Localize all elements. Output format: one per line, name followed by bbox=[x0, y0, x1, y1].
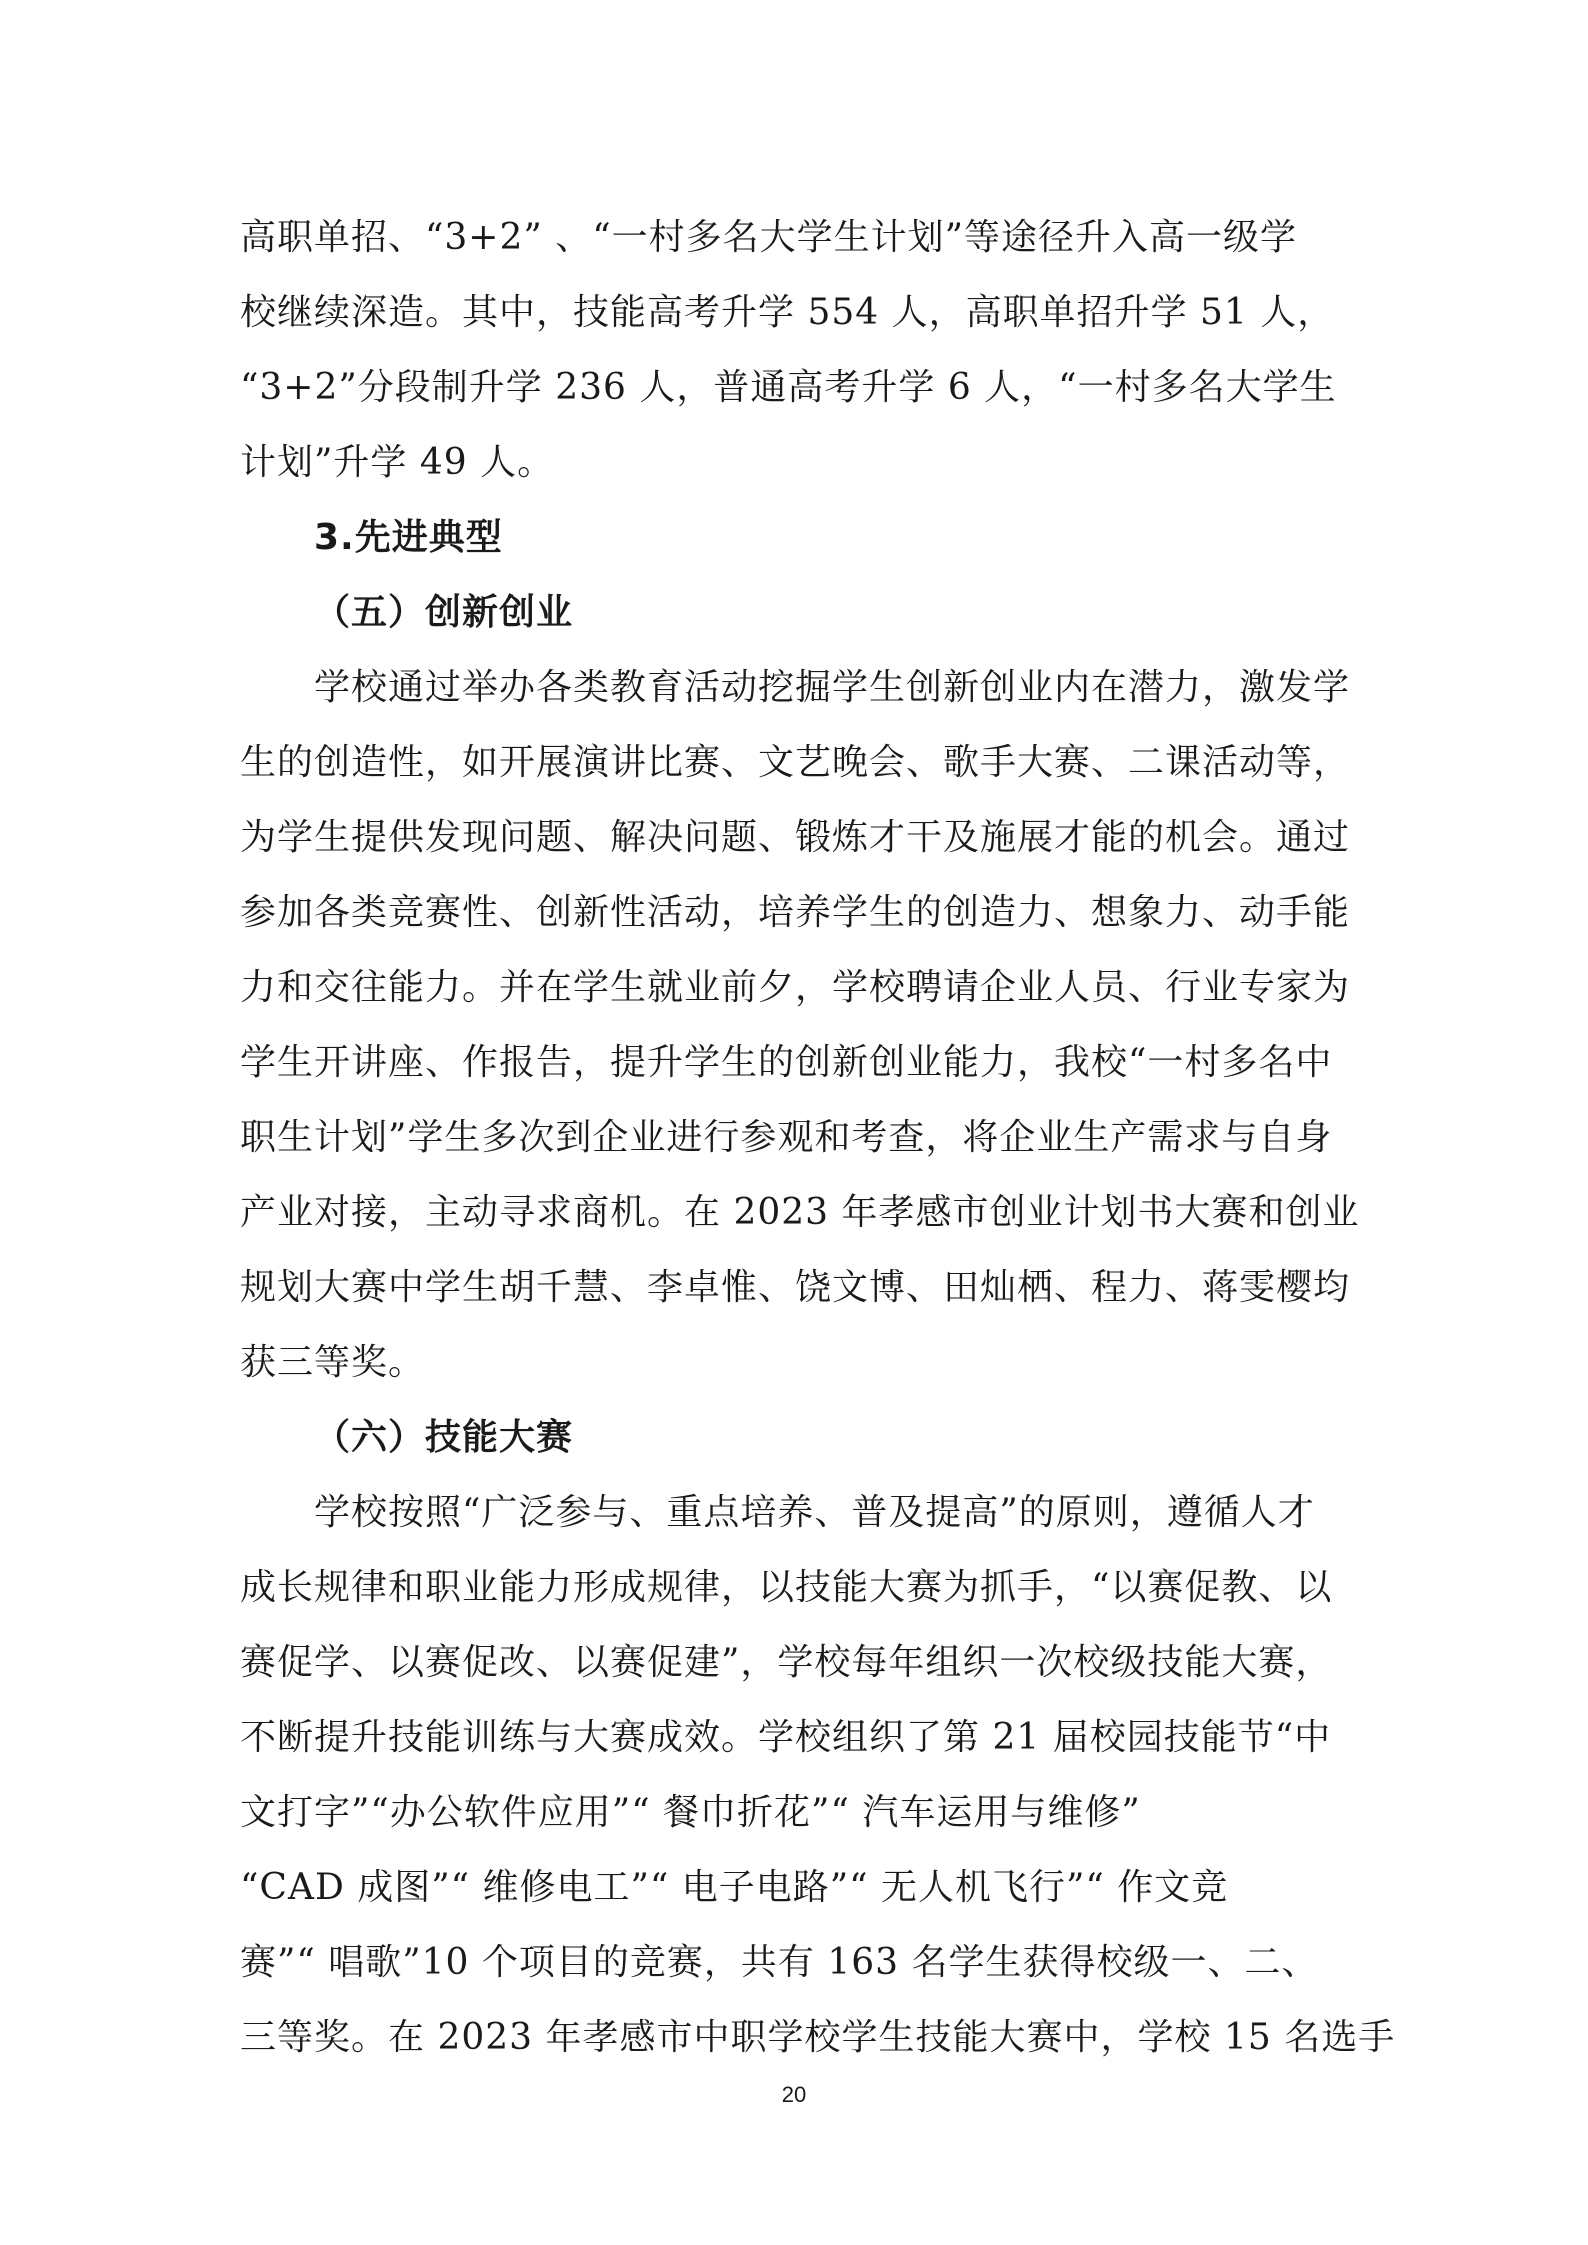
paragraph-line: 赛”“ 唱歌”10 个项目的竞赛，共有 163 名学生获得校级一、二、 bbox=[240, 1942, 1319, 1983]
paragraph-line: 学校通过举办各类教育活动挖掘学生创新创业内在潜力，激发学 bbox=[314, 667, 1351, 708]
paragraph-line: 赛促学、以赛促改、以赛促建”，学校每年组织一次校级技能大赛， bbox=[240, 1642, 1333, 1683]
page-number: 20 bbox=[781, 2082, 807, 2107]
paragraph-line: 不断提升技能训练与大赛成效。学校组织了第 21 届校园技能节“中 bbox=[240, 1717, 1332, 1758]
paragraph-line: 学生开讲座、作报告，提升学生的创新创业能力，我校“一村多名中 bbox=[240, 1042, 1333, 1083]
paragraph-line: “3+2”分段制升学 236 人，普通高考升学 6 人，“一村多名大学生 bbox=[240, 367, 1337, 408]
paragraph-line: 为学生提供发现问题、解决问题、锻炼才干及施展才能的机会。通过 bbox=[240, 817, 1351, 858]
paragraph-line: 获三等奖。 bbox=[240, 1342, 426, 1383]
paragraph-line: 规划大赛中学生胡千慧、李卓惟、饶文博、田灿栖、程力、蒋雯樱均 bbox=[240, 1267, 1351, 1308]
section-heading-innovation: （五）创新创业 bbox=[314, 592, 574, 633]
paragraph-line: “CAD 成图”“ 维修电工”“ 电子电路”“ 无人机飞行”“ 作文竞 bbox=[240, 1867, 1229, 1908]
paragraph-line: 高职单招、“3+2” 、“一村多名大学生计划”等途径升入高一级学 bbox=[240, 217, 1298, 258]
paragraph-line: 三等奖。在 2023 年孝感市中职学校学生技能大赛中，学校 15 名选手 bbox=[240, 2017, 1396, 2058]
paragraph-line: 学校按照“广泛参与、重点培养、普及提高”的原则，遵循人才 bbox=[314, 1492, 1315, 1533]
paragraph-line: 力和交往能力。并在学生就业前夕，学校聘请企业人员、行业专家为 bbox=[240, 967, 1351, 1008]
paragraph-line: 校继续深造。其中，技能高考升学 554 人，高职单招升学 51 人， bbox=[240, 292, 1335, 333]
paragraph-line: 参加各类竞赛性、创新性活动，培养学生的创造力、想象力、动手能 bbox=[240, 892, 1351, 933]
section-heading-skills-competition: （六）技能大赛 bbox=[314, 1417, 574, 1458]
subheading-advanced-models: 3.先进典型 bbox=[314, 517, 503, 558]
paragraph-line: 产业对接，主动寻求商机。在 2023 年孝感市创业计划书大赛和创业 bbox=[240, 1192, 1360, 1233]
paragraph-line: 成长规律和职业能力形成规律，以技能大赛为抓手，“以赛促教、以 bbox=[240, 1567, 1333, 1608]
paragraph-line: 计划”升学 49 人。 bbox=[240, 442, 555, 483]
paragraph-line: 文打字”“办公软件应用”“ 餐巾折花”“ 汽车运用与维修” bbox=[240, 1792, 1141, 1833]
paragraph-line: 生的创造性，如开展演讲比赛、文艺晚会、歌手大赛、二课活动等， bbox=[240, 742, 1351, 783]
paragraph-line: 职生计划”学生多次到企业进行参观和考查，将企业生产需求与自身 bbox=[240, 1117, 1333, 1158]
